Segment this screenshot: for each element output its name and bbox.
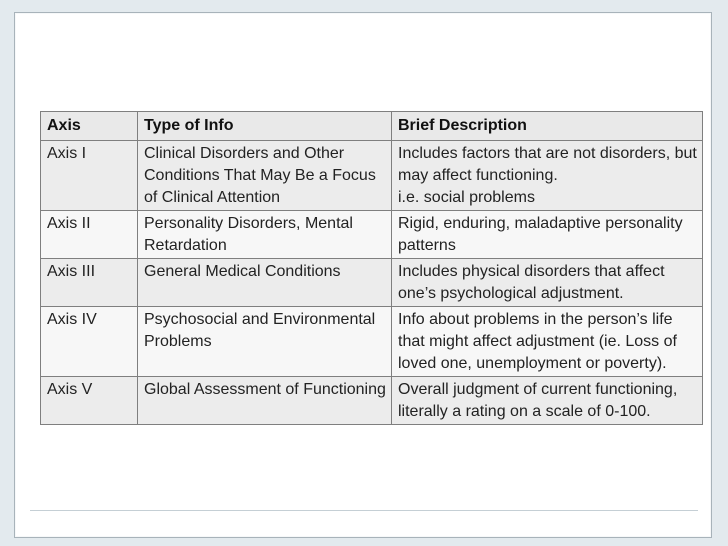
table-header-row xyxy=(41,112,703,141)
axis-cell: Axis II xyxy=(41,211,138,259)
table-row xyxy=(41,141,703,211)
header-axis: Axis xyxy=(41,112,138,141)
table-row xyxy=(41,307,703,377)
type-cell: General Medical Conditions xyxy=(138,259,392,307)
header-brief-description: Brief Description xyxy=(392,112,703,141)
table-row xyxy=(41,377,703,425)
axis-cell: Axis I xyxy=(41,141,138,211)
description-cell: Includes physical disorders that affect one’s psychological adjustment. xyxy=(392,259,703,307)
type-cell: Psychosocial and Environmental Problems xyxy=(138,307,392,377)
type-cell: Clinical Disorders and Other Conditions That May Be a Focus of Clinical Attention xyxy=(138,141,392,211)
description-cell: Overall judgment of current functioning, literally a rating on a scale of 0-100. xyxy=(392,377,703,425)
description-cell xyxy=(392,141,703,211)
type-cell: Personality Disorders, Mental Retardation xyxy=(138,211,392,259)
description-text: Includes factors that are not disorders, but may affect functioning. xyxy=(398,145,697,184)
axis-cell: Axis III xyxy=(41,259,138,307)
type-cell: Global Assessment of Functioning xyxy=(138,377,392,425)
table-row xyxy=(41,211,703,259)
dsm-axis-table xyxy=(40,111,703,425)
description-cell: Rigid, enduring, maladaptive personality patterns xyxy=(392,211,703,259)
axis-cell: Axis IV xyxy=(41,307,138,377)
description-note: i.e. social problems xyxy=(398,189,535,206)
description-cell: Info about problems in the person’s life that might affect adjustment (ie. Loss of loved one, unemployment or poverty). xyxy=(392,307,703,377)
axis-cell: Axis V xyxy=(41,377,138,425)
table-row xyxy=(41,259,703,307)
header-type-of-info: Type of Info xyxy=(138,112,392,141)
footer-divider xyxy=(30,510,698,511)
